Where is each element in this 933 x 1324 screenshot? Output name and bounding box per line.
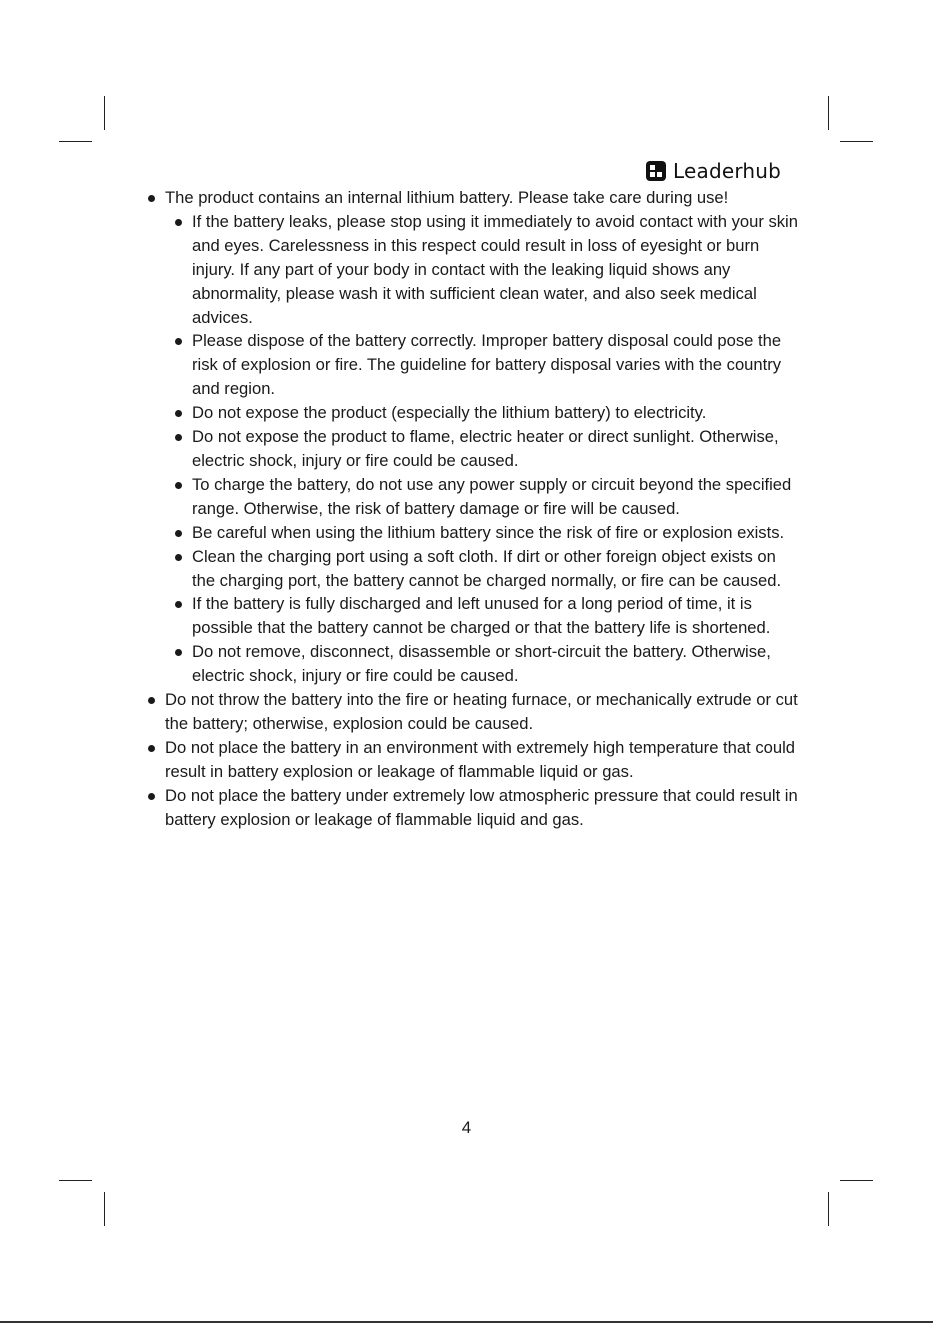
bullet-icon xyxy=(148,195,155,202)
list-item xyxy=(138,784,798,832)
list-item-text: The product contains an internal lithium battery. Please take care during use! xyxy=(165,188,729,207)
bullet-icon xyxy=(175,410,182,417)
sub-list-item xyxy=(165,401,798,425)
sub-list-item-text: Do not expose the product to flame, electric heater or direct sunlight. Otherwise, electric shock, injury or fire could be caused. xyxy=(192,427,779,470)
brand-name: Leaderhub xyxy=(673,159,782,183)
sub-list-item-text: Do not remove, disconnect, disassemble or short-circuit the battery. Otherwise, electric shock, injury or fire could be caused. xyxy=(192,642,771,686)
bullet-icon xyxy=(175,554,182,561)
page-edge-rule xyxy=(0,1321,933,1323)
sub-list-item-text: Please dispose of the battery correctly. Improper battery disposal could pose the risk of explosion or fire. The guideline for battery disposal varies with the country and region. xyxy=(192,331,782,399)
bullet-icon xyxy=(148,745,155,752)
sub-list-item xyxy=(165,545,798,593)
sub-instruction-list xyxy=(165,210,798,688)
sub-list-item xyxy=(165,592,798,640)
list-item xyxy=(138,736,798,784)
sub-list-item-text: To charge the battery, do not use any power supply or circuit beyond the specified range. Otherwise, the risk of battery damage or fire will be caused. xyxy=(192,474,792,518)
sub-list-item-text: Do not expose the product (especially the lithium battery) to electricity. xyxy=(192,403,707,423)
bullet-icon xyxy=(175,601,182,608)
crop-mark xyxy=(840,141,873,142)
crop-mark xyxy=(104,96,105,130)
page-number: 4 xyxy=(461,1118,472,1137)
sub-list-item xyxy=(165,210,798,330)
sub-list-item xyxy=(165,640,798,688)
list-item-text: Do not place the battery under extremely low atmospheric pressure that could result in battery explosion or leakage of flammable liquid and gas. xyxy=(165,785,798,829)
crop-mark xyxy=(828,1192,829,1226)
bullet-icon xyxy=(175,219,182,226)
leaderhub-logo-icon xyxy=(645,160,667,182)
crop-mark xyxy=(828,96,829,130)
bullet-icon xyxy=(148,697,155,704)
sub-list-item-text: Clean the charging port using a soft cloth. If dirt or other foreign object exists on the charging port, the battery cannot be charged normally, or fire can be caused. xyxy=(192,546,782,590)
list-item xyxy=(138,688,798,736)
bullet-icon xyxy=(175,338,182,345)
sub-list-item xyxy=(165,473,798,521)
crop-mark xyxy=(104,1192,105,1226)
crop-mark xyxy=(59,141,92,142)
sub-list-item-text: If the battery leaks, please stop using it immediately to avoid contact with your skin and eyes. Carelessness in this respect could result in loss of eyesight or burn injury. If any part of your body in contact with the leaking liquid shows any abnormality, please wash it with sufficient clean water, and also seek medical advices. xyxy=(192,211,798,327)
bullet-icon xyxy=(175,482,182,489)
list-item-text: Do not place the battery in an environment with extremely high temperature that could result in battery explosion or leakage of flammable liquid or gas. xyxy=(165,737,795,781)
bullet-icon xyxy=(175,530,182,537)
sub-list-item xyxy=(165,329,798,401)
crop-mark xyxy=(840,1180,873,1181)
crop-mark xyxy=(59,1180,92,1181)
sub-list-item-text: If the battery is fully discharged and left unused for a long period of time, it is possible that the battery cannot be charged or that the battery life is shortened. xyxy=(192,594,771,638)
bullet-icon xyxy=(148,793,155,800)
bullet-icon xyxy=(175,434,182,441)
brand-logo xyxy=(645,157,781,185)
safety-instructions xyxy=(138,186,798,831)
sub-list-item xyxy=(165,521,798,545)
instruction-list xyxy=(138,186,798,831)
list-item-text: Do not throw the battery into the fire or heating furnace, or mechanically extrude or cut the battery; otherwise, explosion could be caused. xyxy=(165,690,798,733)
list-item xyxy=(138,186,798,688)
sub-list-item-text: Be careful when using the lithium battery since the risk of fire or explosion exists. xyxy=(192,522,785,542)
bullet-icon xyxy=(175,649,182,656)
sub-list-item xyxy=(165,425,798,473)
